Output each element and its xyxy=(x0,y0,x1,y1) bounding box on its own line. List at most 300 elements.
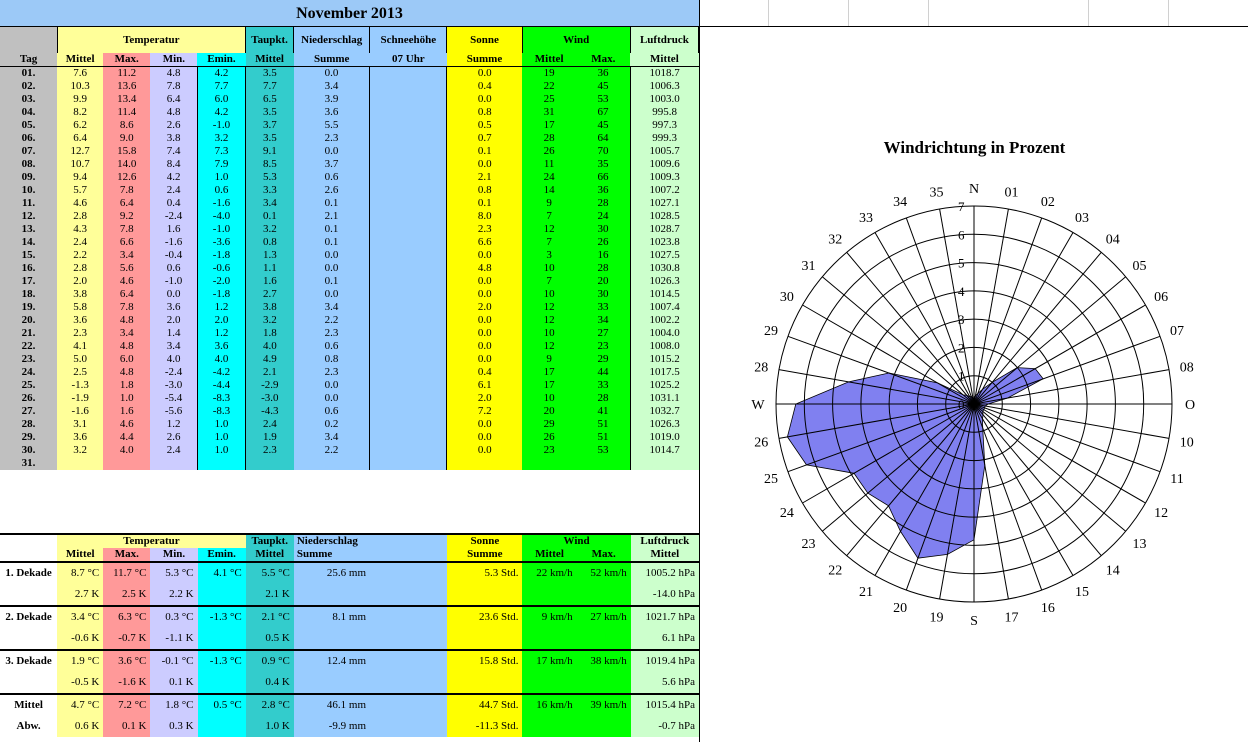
cell: 3.4 xyxy=(294,301,370,314)
cell: 8.0 xyxy=(447,210,522,223)
cell: 1009.3 xyxy=(630,171,698,184)
direction-label: 17 xyxy=(1004,610,1019,626)
cell xyxy=(370,262,447,275)
direction-label: 28 xyxy=(754,360,769,376)
cell: 4.8 xyxy=(150,67,197,81)
radial-tick-label: 0 xyxy=(958,397,965,412)
cell: -2.0 xyxy=(197,275,245,288)
chart-title: Windrichtung in Prozent xyxy=(883,138,1066,157)
cell xyxy=(370,340,447,353)
header-tag xyxy=(0,27,57,53)
cell: 1028.5 xyxy=(630,210,698,223)
cell: 10. xyxy=(0,184,57,197)
cell: -4.4 xyxy=(197,379,245,392)
cell: 0.1 xyxy=(447,197,522,210)
cell: 0.6 xyxy=(294,340,370,353)
table-row xyxy=(0,158,699,171)
cell: 0.0 xyxy=(294,67,370,81)
radial-tick-label: 7 xyxy=(958,199,965,214)
cell: 1003.0 xyxy=(630,93,698,106)
cell: 17 xyxy=(522,119,576,132)
cell: 0.5 xyxy=(447,119,522,132)
cell: 0.0 xyxy=(447,327,522,340)
cell: 7.8 xyxy=(103,301,150,314)
cell xyxy=(197,457,245,470)
cell xyxy=(370,275,447,288)
cell: 17 xyxy=(522,379,576,392)
cell: 2.3 xyxy=(294,132,370,145)
cell xyxy=(370,106,447,119)
cell: 0.1 xyxy=(294,223,370,236)
cell: 31 xyxy=(522,106,576,119)
cell: -0.6 xyxy=(197,262,245,275)
summary-value: 39 km/h xyxy=(577,694,631,716)
deviation-value: 0.6 K xyxy=(57,716,103,737)
cell xyxy=(370,119,447,132)
cell xyxy=(630,457,698,470)
cell: 08. xyxy=(0,158,57,171)
cell: 0.0 xyxy=(447,249,522,262)
cell: 1017.5 xyxy=(630,366,698,379)
cell: 2.0 xyxy=(447,392,522,405)
cell: 6.6 xyxy=(447,236,522,249)
cell: 67 xyxy=(576,106,630,119)
summary-value: -1.3 °C xyxy=(198,606,246,628)
deviation-value xyxy=(294,584,370,606)
table-row xyxy=(0,223,699,236)
cell: 9.1 xyxy=(246,145,294,158)
cell: 3.1 xyxy=(57,418,103,431)
cell xyxy=(370,327,447,340)
cell: 2.4 xyxy=(150,184,197,197)
subheader-0: Tag xyxy=(0,53,57,67)
summary-value: 46.1 mm xyxy=(294,694,370,716)
cell xyxy=(370,249,447,262)
direction-label: 08 xyxy=(1179,360,1194,376)
cell: 7.6 xyxy=(57,67,103,81)
table-row xyxy=(0,106,699,119)
cell: 6.6 xyxy=(103,236,150,249)
cell: 10 xyxy=(522,262,576,275)
cell: 1026.3 xyxy=(630,418,698,431)
cell: 9.4 xyxy=(57,171,103,184)
cell: 2.1 xyxy=(294,210,370,223)
cell xyxy=(370,171,447,184)
cell: -1.9 xyxy=(57,392,103,405)
cell: -8.3 xyxy=(197,405,245,418)
cell: 53 xyxy=(576,444,630,457)
cell: -1.3 xyxy=(57,379,103,392)
direction-label: 19 xyxy=(929,610,944,626)
deviation-value xyxy=(294,628,370,650)
cell: 34 xyxy=(576,314,630,327)
summary-value: -1.3 °C xyxy=(198,650,246,672)
subheader-5: Mittel xyxy=(246,53,294,67)
deviation-value: -14.0 hPa xyxy=(631,584,699,606)
cell: 2.0 xyxy=(150,314,197,327)
summary-value: 2.1 °C xyxy=(246,606,294,628)
table-row xyxy=(0,197,699,210)
cell: 4.6 xyxy=(103,418,150,431)
deviation-value xyxy=(370,672,447,694)
cell: -1.0 xyxy=(150,275,197,288)
table-row xyxy=(0,249,699,262)
cell: 29 xyxy=(576,353,630,366)
chart-panel xyxy=(699,0,1248,742)
table-row xyxy=(0,457,699,470)
summary-value: 2.8 °C xyxy=(246,694,294,716)
summary-value: 5.3 Std. xyxy=(447,562,522,584)
daily-table xyxy=(0,27,699,470)
summary-row xyxy=(0,562,699,584)
cell: 1.6 xyxy=(150,223,197,236)
cell: 4.2 xyxy=(197,67,245,81)
subheader-9: Mittel xyxy=(522,53,576,67)
direction-label: 06 xyxy=(1154,290,1169,305)
summary-header-wind: Wind xyxy=(522,534,630,548)
summary-value: -0.1 °C xyxy=(150,650,197,672)
summary-value: 4.7 °C xyxy=(57,694,103,716)
deviation-value: -11.3 Std. xyxy=(447,716,522,737)
cell: 2.5 xyxy=(57,366,103,379)
cell: 1032.7 xyxy=(630,405,698,418)
deviation-label xyxy=(0,628,57,650)
cell: 45 xyxy=(576,119,630,132)
table-row xyxy=(0,340,699,353)
direction-label: 30 xyxy=(779,290,794,305)
cell: 2.3 xyxy=(57,327,103,340)
direction-label: 24 xyxy=(779,506,794,521)
cell: 1008.0 xyxy=(630,340,698,353)
cell: 28 xyxy=(576,392,630,405)
cell: -1.8 xyxy=(197,249,245,262)
direction-label: 23 xyxy=(801,536,816,552)
summary-subheader-6: Summe xyxy=(294,548,370,562)
cell: 27 xyxy=(576,327,630,340)
cell: 1007.4 xyxy=(630,301,698,314)
cell: 01. xyxy=(0,67,57,81)
cell: 3.5 xyxy=(246,67,294,81)
cell: 1.0 xyxy=(197,418,245,431)
cell: 51 xyxy=(576,418,630,431)
cell: -1.6 xyxy=(197,197,245,210)
deviation-value: -0.7 K xyxy=(103,628,150,650)
radial-tick-label: 2 xyxy=(958,340,965,356)
cell: 2.2 xyxy=(57,249,103,262)
direction-label: 13 xyxy=(1132,536,1147,552)
deviation-value xyxy=(577,628,631,650)
deviation-label: Abw. xyxy=(16,720,41,732)
subheader-8: Summe xyxy=(447,53,522,67)
cell: 07. xyxy=(0,145,57,158)
cell: 4.6 xyxy=(103,275,150,288)
deviation-value xyxy=(577,672,631,694)
summary-value: 16 km/h xyxy=(522,694,576,716)
summary-value: 5.3 °C xyxy=(150,562,197,584)
cell: 53 xyxy=(576,93,630,106)
cell: 7.8 xyxy=(103,223,150,236)
cell: 25. xyxy=(0,379,57,392)
cell xyxy=(246,457,294,470)
table-row xyxy=(0,431,699,444)
cell: 44 xyxy=(576,366,630,379)
cell xyxy=(370,236,447,249)
radial-tick-label: 3 xyxy=(958,312,965,328)
summary-value: 1005.2 hPa xyxy=(631,562,699,584)
cell: 0.8 xyxy=(246,236,294,249)
cell: 1.0 xyxy=(197,171,245,184)
direction-label: 15 xyxy=(1075,585,1089,601)
cell: 1.4 xyxy=(150,327,197,340)
cell: 3.4 xyxy=(103,249,150,262)
cell: 1.6 xyxy=(246,275,294,288)
cell: 4.2 xyxy=(150,171,197,184)
deviation-value xyxy=(447,584,522,606)
cell: 7.7 xyxy=(246,80,294,93)
deviation-value xyxy=(370,628,447,650)
cell: 1.0 xyxy=(197,431,245,444)
cell: 3.4 xyxy=(294,431,370,444)
cell: 4.0 xyxy=(246,340,294,353)
cell: 999.3 xyxy=(630,132,698,145)
cell: 1030.8 xyxy=(630,262,698,275)
summary-value: 0.5 °C xyxy=(198,694,246,716)
cell: 2.6 xyxy=(294,184,370,197)
deviation-value xyxy=(198,716,246,737)
summary-header-niederschlag: Niederschlag xyxy=(294,534,447,548)
cell xyxy=(370,210,447,223)
summary-value: 9 km/h xyxy=(522,606,576,628)
header-niederschlag: Niederschlag xyxy=(294,27,370,53)
page-title: November 2013 xyxy=(0,0,699,27)
cell: 0.0 xyxy=(294,249,370,262)
cell: 10.7 xyxy=(57,158,103,171)
cell: -1.8 xyxy=(197,288,245,301)
table-row xyxy=(0,392,699,405)
table-row xyxy=(0,379,699,392)
cell: 1.2 xyxy=(197,301,245,314)
cell: 26 xyxy=(522,431,576,444)
cell xyxy=(370,223,447,236)
cell: 3.6 xyxy=(57,431,103,444)
cell: 0.2 xyxy=(294,418,370,431)
subheader-1: Mittel xyxy=(57,53,103,67)
cell: 0.0 xyxy=(447,158,522,171)
cell: 4.8 xyxy=(150,106,197,119)
summary-value: 5.5 °C xyxy=(246,562,294,584)
cell: 3.6 xyxy=(197,340,245,353)
cell: -5.4 xyxy=(150,392,197,405)
cell: 29. xyxy=(0,431,57,444)
cell: 30 xyxy=(576,288,630,301)
deviation-value: -0.5 K xyxy=(57,672,103,694)
summary-value: 38 km/h xyxy=(577,650,631,672)
cell: 7.3 xyxy=(197,145,245,158)
table-row xyxy=(0,353,699,366)
cell: 2.0 xyxy=(197,314,245,327)
cell: 1014.7 xyxy=(630,444,698,457)
summary-value: 22 km/h xyxy=(522,562,576,584)
cell: 1.2 xyxy=(150,418,197,431)
cell xyxy=(370,158,447,171)
cell: 6.4 xyxy=(57,132,103,145)
summary-deviation-row xyxy=(0,672,699,694)
cell: -1.0 xyxy=(197,223,245,236)
cell: 6.4 xyxy=(150,93,197,106)
summary-deviation-row xyxy=(0,584,699,606)
cell: 8.6 xyxy=(103,119,150,132)
deviation-value: 0.3 K xyxy=(150,716,197,737)
cell xyxy=(522,457,576,470)
radial-tick-label: 1 xyxy=(958,368,965,384)
direction-label: 05 xyxy=(1132,259,1147,275)
cell: 9.9 xyxy=(57,93,103,106)
cell: 23. xyxy=(0,353,57,366)
cell: 28. xyxy=(0,418,57,431)
cell: 0.6 xyxy=(294,171,370,184)
summary-subheader-1: Mittel xyxy=(57,548,103,562)
cell: 8.2 xyxy=(57,106,103,119)
deviation-value xyxy=(198,672,246,694)
summary-deviation-row xyxy=(0,716,699,737)
radial-tick-label: 4 xyxy=(958,283,965,299)
cell: 70 xyxy=(576,145,630,158)
cell xyxy=(370,431,447,444)
cell xyxy=(447,457,522,470)
direction-label: W xyxy=(751,398,765,413)
cell: 0.0 xyxy=(447,418,522,431)
header-wind: Wind xyxy=(522,27,630,53)
cell: 3.4 xyxy=(246,197,294,210)
cell: -5.6 xyxy=(150,405,197,418)
cell: 21. xyxy=(0,327,57,340)
subheader-10: Max. xyxy=(576,53,630,67)
cell: 28 xyxy=(576,262,630,275)
cell: 0.0 xyxy=(447,444,522,457)
cell: 5.0 xyxy=(57,353,103,366)
cell: 28 xyxy=(522,132,576,145)
table-row xyxy=(0,314,699,327)
deviation-value: 2.7 K xyxy=(57,584,103,606)
cell: 7.2 xyxy=(447,405,522,418)
cell: 0.0 xyxy=(294,379,370,392)
summary-subheader-0 xyxy=(0,548,57,562)
cell: 16 xyxy=(576,249,630,262)
deviation-value xyxy=(198,584,246,606)
summary-value: 6.3 °C xyxy=(103,606,150,628)
cell: 2.4 xyxy=(150,444,197,457)
cell: 3.7 xyxy=(246,119,294,132)
wind-area xyxy=(787,368,1043,559)
cell: 15. xyxy=(0,249,57,262)
summary-row xyxy=(0,606,699,628)
deviation-value xyxy=(522,672,576,694)
cell: 12 xyxy=(522,314,576,327)
subheader-11: Mittel xyxy=(630,53,698,67)
deviation-value: -1.6 K xyxy=(103,672,150,694)
cell xyxy=(370,444,447,457)
summary-value: 8.1 mm xyxy=(294,606,370,628)
cell: 6.0 xyxy=(197,93,245,106)
cell: 3.4 xyxy=(294,80,370,93)
cell: 20 xyxy=(522,405,576,418)
deviation-value xyxy=(370,584,447,606)
cell: 13. xyxy=(0,223,57,236)
summary-value: 15.8 Std. xyxy=(447,650,522,672)
cell: 1023.8 xyxy=(630,236,698,249)
summary-label: 2. Dekade xyxy=(0,606,57,628)
cell xyxy=(370,67,447,81)
summary-subheader-5: Mittel xyxy=(246,548,294,562)
cell: 23 xyxy=(576,340,630,353)
cell: 3.2 xyxy=(57,444,103,457)
table-row xyxy=(0,262,699,275)
summary-value: 12.4 mm xyxy=(294,650,370,672)
summary-row xyxy=(0,650,699,672)
cell: 06. xyxy=(0,132,57,145)
cell: 997.3 xyxy=(630,119,698,132)
cell: 0.0 xyxy=(294,145,370,158)
cell: 4.0 xyxy=(103,444,150,457)
cell: 7 xyxy=(522,275,576,288)
cell: 0.4 xyxy=(150,197,197,210)
cell: 02. xyxy=(0,80,57,93)
cell: 7.8 xyxy=(150,80,197,93)
cell: 1006.3 xyxy=(630,80,698,93)
cell: 0.6 xyxy=(150,262,197,275)
cell: -1.6 xyxy=(150,236,197,249)
cell: 1027.1 xyxy=(630,197,698,210)
cell: 24 xyxy=(576,210,630,223)
header-sonne: Sonne xyxy=(447,27,522,53)
cell: 3.4 xyxy=(150,340,197,353)
cell: 16. xyxy=(0,262,57,275)
cell: 29 xyxy=(522,418,576,431)
cell: 1.0 xyxy=(197,444,245,457)
cell: 33 xyxy=(576,379,630,392)
table-row xyxy=(0,132,699,145)
cell xyxy=(370,184,447,197)
table-row xyxy=(0,171,699,184)
cell: -0.4 xyxy=(150,249,197,262)
cell: 2.8 xyxy=(57,210,103,223)
summary-value: 0.9 °C xyxy=(246,650,294,672)
cell: 3.5 xyxy=(246,106,294,119)
direction-label: 07 xyxy=(1170,324,1184,340)
cell: 26. xyxy=(0,392,57,405)
cell: 2.6 xyxy=(150,431,197,444)
cell: 0.0 xyxy=(447,340,522,353)
cell: 11 xyxy=(522,158,576,171)
cell: 4.4 xyxy=(103,431,150,444)
summary-value: 23.6 Std. xyxy=(447,606,522,628)
cell: 1031.1 xyxy=(630,392,698,405)
deviation-value: -1.1 K xyxy=(150,628,197,650)
cell: 4.0 xyxy=(197,353,245,366)
deviation-value xyxy=(198,628,246,650)
direction-label: 26 xyxy=(754,435,769,451)
summary-value xyxy=(370,562,447,584)
cell: 1002.2 xyxy=(630,314,698,327)
cell xyxy=(370,457,447,470)
table-row xyxy=(0,288,699,301)
cell: 0.1 xyxy=(294,236,370,249)
cell: 2.0 xyxy=(57,275,103,288)
cell: 2.0 xyxy=(447,301,522,314)
cell: 7.8 xyxy=(103,184,150,197)
summary-table xyxy=(0,533,699,737)
cell: 0.4 xyxy=(447,80,522,93)
